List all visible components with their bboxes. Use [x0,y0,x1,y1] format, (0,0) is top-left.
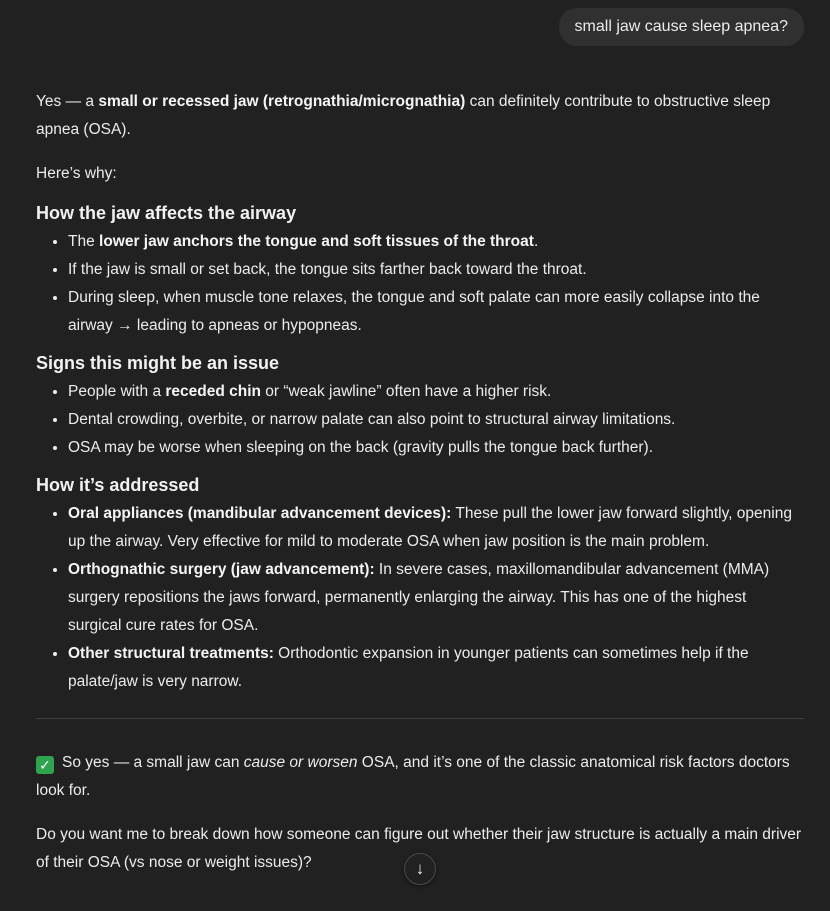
why-paragraph: Here’s why: [36,165,117,182]
list-item: • Oral appliances (mandibular advancement devices): These pull the lower jaw forward slightly, opening up the airway. Very effective for mild to moderate OSA when jaw position is the main problem. [68,500,804,556]
summary-paragraph: ✓ So yes — a small jaw can cause or worsen OSA, and it’s one of the classic anatomical risk factors doctors look for. [36,754,790,799]
list-item: • People with a receded chin or “weak jawline” often have a higher risk. [68,378,804,406]
follow-up-question: Do you want me to break down how someone can figure out whether their jaw structure is actually a main driver of their OSA (vs nose or weight issues)? [36,826,802,871]
assistant-response [36,88,804,877]
divider [36,718,804,719]
list-item: • If the jaw is small or set back, the tongue sits farther back toward the throat. [68,256,804,284]
list-item: • Orthognathic surgery (jaw advancement): In severe cases, maxillomandibular advancement (MMA) surgery repositions the jaws forward, permanently enlarging the airway. This has one of the highest surgical cure rates for OSA. [68,556,804,640]
bullet-list-signs [36,378,804,462]
intro-paragraph: Yes — a small or recessed jaw (retrognathia/micrognathia) can definitely contribute to obstructive sleep apnea (OSA). [36,93,771,138]
section-heading-airway: How the jaw affects the airway [36,203,297,223]
list-item: • During sleep, when muscle tone relaxes, the tongue and soft palate can more easily collapse into the airway → leading to apneas or hypopneas. [68,284,804,340]
list-item: • Dental crowding, overbite, or narrow palate can also point to structural airway limitations. [68,406,804,434]
list-item: • Other structural treatments: Orthodontic expansion in younger patients can sometimes help if the palate/jaw is very narrow. [68,640,804,696]
section-heading-signs: Signs this might be an issue [36,353,280,373]
check-mark-icon: ✓ [36,756,54,774]
arrow-down-icon: ↓ [415,859,425,878]
list-item: • The lower jaw anchors the tongue and soft tissues of the throat. [68,228,804,256]
section-heading-addressed: How it’s addressed [36,475,200,495]
scroll-to-bottom-button[interactable] [404,853,436,885]
user-message-bubble: small jaw cause sleep apnea? [559,8,804,46]
bullet-list-addressed [36,500,804,696]
list-item: • OSA may be worse when sleeping on the back (gravity pulls the tongue back further). [68,434,804,462]
bullet-list-airway [36,228,804,340]
